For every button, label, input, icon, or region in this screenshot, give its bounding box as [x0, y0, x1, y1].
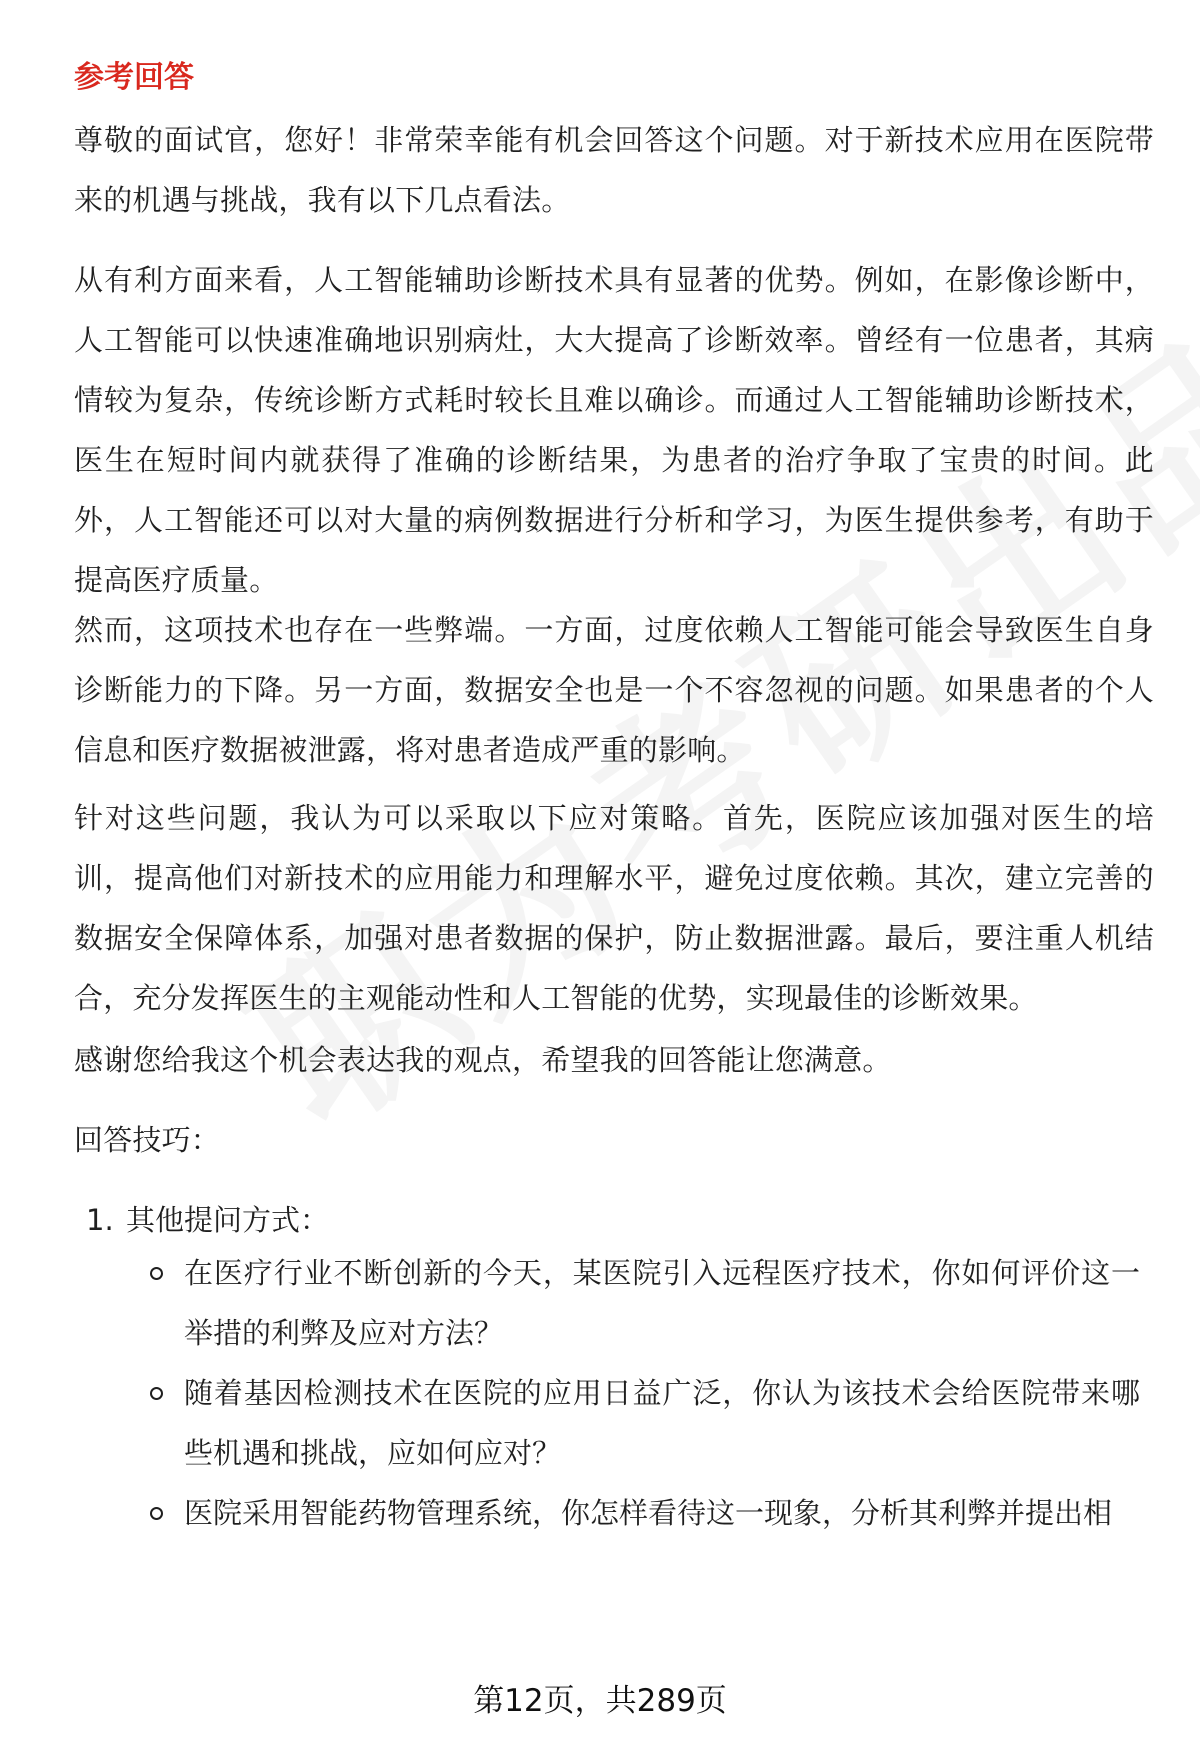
list-title: 其他提问方式： [126, 1203, 330, 1237]
list-item: 医院采用智能药物管理系统，你怎样看待这一现象，分析其利弊并提出相 [150, 1483, 1140, 1543]
list-item: 在医疗行业不断创新的今天，某医院引入远程医疗技术，你如何评价这一举措的利弊及应对方法？ [150, 1243, 1140, 1363]
circle-bullet-icon [150, 1507, 163, 1520]
paragraph-thanks: 感谢您给我这个机会表达我的观点，希望我的回答能让您满意。 [74, 1043, 892, 1077]
circle-bullet-icon [150, 1267, 163, 1280]
paragraph-greeting: 尊敬的面试官，您好！非常荣幸能有机会回答这个问题。对于新技术应用在医院带来的机遇与挑战，我有以下几点看法。 [74, 123, 1154, 217]
list-item: 随着基因检测技术在医院的应用日益广泛，你认为该技术会给医院带来哪些机遇和挑战，应如何应对？ [150, 1363, 1140, 1483]
section-heading: 参考回答 [74, 60, 194, 95]
circle-bullet-icon [150, 1387, 163, 1400]
paragraph-strategies: 针对这些问题，我认为可以采取以下应对策略。首先，医院应该加强对医生的培训，提高他们对新技术的应用能力和理解水平，避免过度依赖。其次，建立完善的数据安全保障体系，加强对患者数据的保护，防止数据泄露。最后，要注重人机结合，充分发挥医生的主观能动性和人工智能的优势，实现最佳的诊断效果。 [74, 801, 1154, 1015]
paragraph-drawbacks: 然而，这项技术也存在一些弊端。一方面，过度依赖人工智能可能会导致医生自身诊断能力的下降。另一方面，数据安全也是一个不容忽视的问题。如果患者的个人信息和医疗数据被泄露，将对患者造成严重的影响。 [74, 613, 1154, 767]
paragraph-advantages: 从有利方面来看，人工智能辅助诊断技术具有显著的优势。例如，在影像诊断中，人工智能可以快速准确地识别病灶，大大提高了诊断效率。曾经有一位患者，其病情较为复杂，传统诊断方式耗时较长且难以确诊。而通过人工智能辅助诊断技术，医生在短时间内就获得了准确的诊断结果，为患者的治疗争取了宝贵的时间。此外，人工智能还可以对大量的病例数据进行分析和学习，为医生提供参考，有助于提高医疗质量。 [74, 263, 1154, 597]
page-number: 第12页，共289页 [473, 1683, 727, 1719]
numbered-list-item [86, 1190, 1166, 1250]
list-number: 1. [86, 1203, 114, 1237]
bullet-list [150, 1243, 1140, 1543]
paragraph-tips-label: 回答技巧： [74, 1123, 221, 1157]
